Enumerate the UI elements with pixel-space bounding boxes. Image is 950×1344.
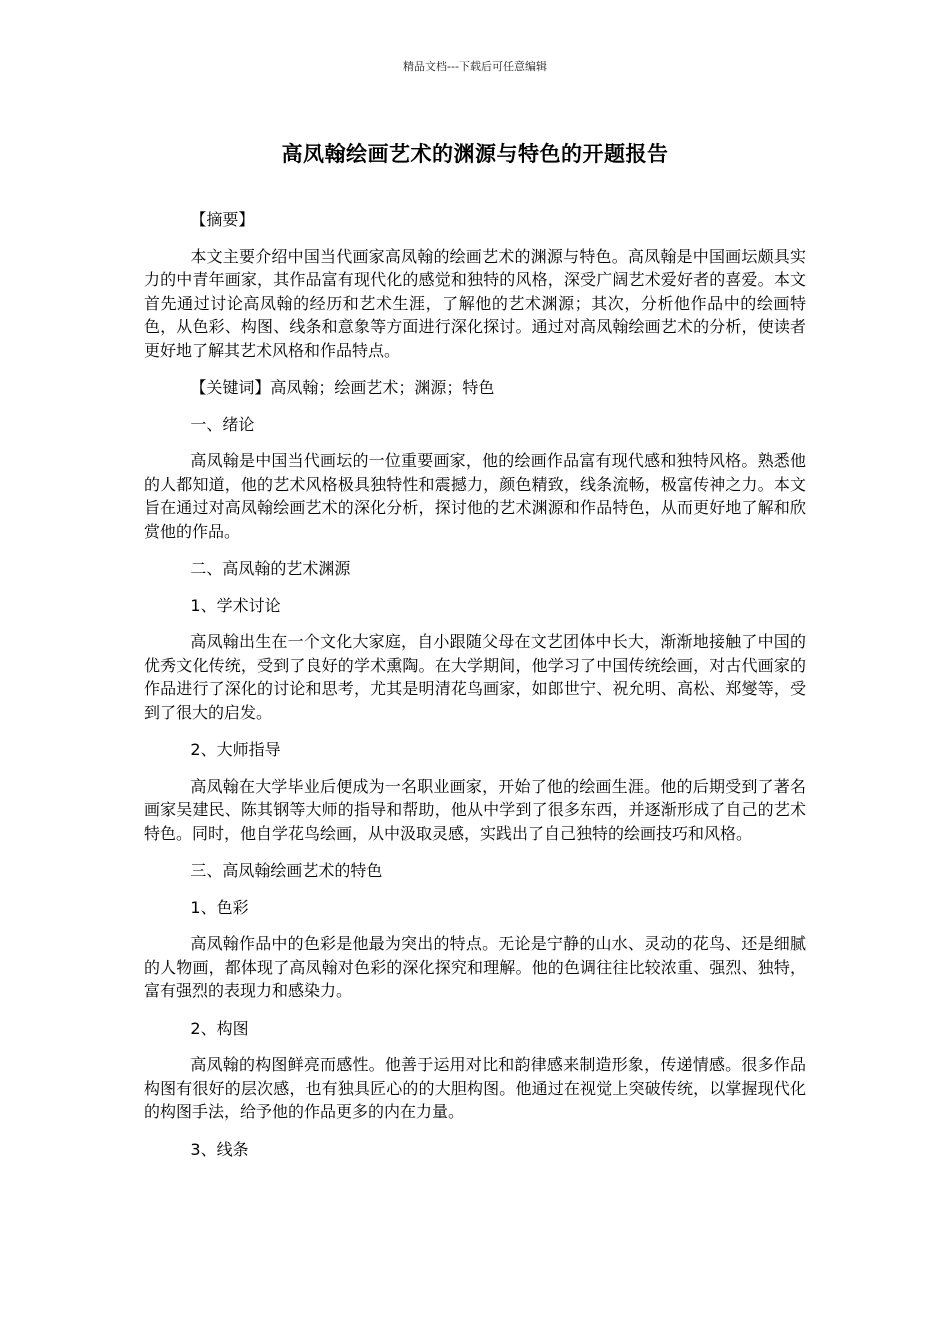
mentorship-paragraph: 高凤翰在大学毕业后便成为一名职业画家，开始了他的绘画生涯。他的后期受到了著名画家吴建民、陈其钢等大师的指导和帮助，他从中学到了很多东西，并逐渐形成了自己的艺术特色。同时，他自学花鸟绘画，从中汲取灵感，实践出了自己独特的绘画技巧和风格。 xyxy=(144,776,806,843)
subsection-heading-lines: 3、线条 xyxy=(190,1139,249,1159)
keywords-line: 【关键词】高凤翰；绘画艺术；渊源；特色 xyxy=(190,378,495,397)
section-heading-features: 三、高凤翰绘画艺术的特色 xyxy=(190,861,383,880)
subsection-heading-academic: 1、学术讨论 xyxy=(190,595,281,615)
composition-paragraph: 高凤翰的构图鲜亮而感性。他善于运用对比和韵律感来制造形象，传递情感。很多作品构图有很好的层次感，也有独具匠心的的大胆构图。他通过在视觉上突破传统，以掌握现代化的构图手法，给予他的作品更多的内在力量。 xyxy=(144,1055,806,1121)
page-header-note: 精品文档---下载后可任意编辑 xyxy=(403,60,547,73)
section-heading-origins: 二、高凤翰的艺术渊源 xyxy=(190,559,351,578)
subsection-heading-mentorship: 2、大师指导 xyxy=(190,740,281,759)
subsection-heading-composition: 2、构图 xyxy=(190,1018,249,1038)
abstract-label: 【摘要】 xyxy=(190,210,255,229)
document-body xyxy=(144,208,806,1174)
subsection-heading-color: 1、色彩 xyxy=(190,897,249,917)
abstract-paragraph: 本文主要介绍中国当代画家高凤翰的绘画艺术的渊源与特色。高凤翰是中国画坛颇具实力的中青年画家，其作品富有现代化的感觉和独特的风格，深受广阔艺术爱好者的喜爱。本文首先通过讨论高凤翰的经历和艺术生涯，了解他的艺术渊源；其次，分析他作品中的绘画特色，从色彩、构图、线条和意象等方面进行深化探讨。通过对高凤翰绘画艺术的分析，使读者更好地了解其艺术风格和作品特点。 xyxy=(144,246,806,360)
section-heading-introduction: 一、绪论 xyxy=(190,414,255,434)
color-paragraph: 高凤翰作品中的色彩是他最为突出的特点。无论是宁静的山水、灵动的花鸟、还是细腻的人物画，都体现了高凤翰对色彩的深化探究和理解。他的色调往往比较浓重、强烈、独特，富有强烈的表现力和感染力。 xyxy=(144,934,806,1000)
introduction-paragraph: 高凤翰是中国当代画坛的一位重要画家，他的绘画作品富有现代感和独特风格。熟悉他的人都知道，他的艺术风格极具独特性和震撼力，颜色精致，线条流畅，极富传神之力。本文旨在通过对高凤翰绘画艺术的深化分析，探讨他的艺术渊源和作品特色，从而更好地了解和欣赏他的作品。 xyxy=(144,451,806,541)
academic-paragraph: 高凤翰出生在一个文化大家庭，自小跟随父母在文艺团体中长大，渐渐地接触了中国的优秀文化传统，受到了良好的学术熏陶。在大学期间，他学习了中国传统绘画，对古代画家的作品进行了深化的讨论和思考，尤其是明清花鸟画家，如郎世宁、祝允明、高松、郑燮等，受到了很大的启发。 xyxy=(144,632,806,722)
document-title: 高凤翰绘画艺术的渊源与特色的开题报告 xyxy=(281,142,669,166)
